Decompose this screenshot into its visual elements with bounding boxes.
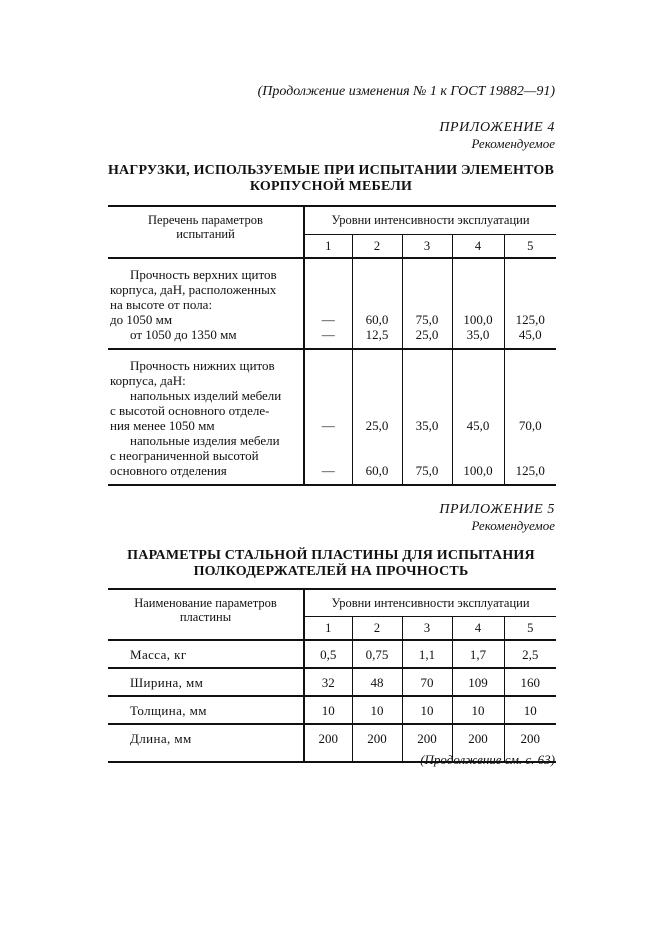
plate-col-2: 2 <box>352 617 402 641</box>
plate-table <box>108 588 556 763</box>
value-cell: 45,0 <box>466 418 490 433</box>
loads-group-lower-label <box>108 349 304 485</box>
value-cell: 60,0 <box>365 312 389 327</box>
loads-col-2: 2 <box>352 235 402 259</box>
group-upper-line: корпуса, даН, расположенных <box>110 282 277 297</box>
value-cell: 60,0 <box>365 463 389 478</box>
plate-row-label: Ширина, мм <box>108 668 304 696</box>
loads-upper-col4 <box>452 258 504 349</box>
group-lower-line: напольные изделия мебели <box>130 433 280 448</box>
value-cell: 10 <box>452 696 504 724</box>
plate-col-4: 4 <box>452 617 504 641</box>
plate-levels-header: Уровни интенсивности эксплуатации <box>304 589 556 617</box>
loads-param-header <box>108 206 304 258</box>
group-upper-line: на высоте от пола: <box>110 297 213 312</box>
value-cell: 1,7 <box>452 640 504 668</box>
value-cell: 12,5 <box>365 327 389 342</box>
value-cell: — <box>321 327 335 342</box>
value-cell: 200 <box>352 724 402 762</box>
value-cell: 125,0 <box>515 312 545 327</box>
group-upper-line: от 1050 до 1350 мм <box>130 327 237 342</box>
value-cell: 200 <box>402 724 452 762</box>
appendix-4-label <box>439 120 555 151</box>
group-lower-line: с высотой основного отделе- <box>110 403 270 418</box>
continuation-footer: (Продолжение см. с. 63) <box>420 752 555 767</box>
plate-col-1: 1 <box>304 617 352 641</box>
value-cell: 10 <box>504 696 556 724</box>
value-cell: 35,0 <box>466 327 490 342</box>
plate-param-header-line1: Наименование параметров <box>134 596 277 610</box>
appendix-5-title-line1: ПАРАМЕТРЫ СТАЛЬНОЙ ПЛАСТИНЫ ДЛЯ ИСПЫТАНИЯ <box>127 548 535 563</box>
group-lower-line: ния менее 1050 мм <box>110 418 215 433</box>
loads-lower-col1 <box>304 349 352 485</box>
plate-row-width <box>108 668 556 696</box>
loads-upper-col1 <box>304 258 352 349</box>
loads-lower-col5 <box>504 349 556 485</box>
loads-col-3: 3 <box>402 235 452 259</box>
value-cell: — <box>321 418 335 433</box>
plate-row-label: Масса, кг <box>108 640 304 668</box>
group-upper-line: до 1050 мм <box>110 312 173 327</box>
appendix-4-title <box>106 163 556 195</box>
group-lower-line: Прочность нижних щитов <box>130 358 275 373</box>
value-cell: 10 <box>304 696 352 724</box>
group-lower-line: корпуса, даН: <box>110 373 186 388</box>
value-cell: — <box>321 312 335 327</box>
loads-upper-col3 <box>402 258 452 349</box>
value-cell: 200 <box>452 724 504 762</box>
plate-param-header <box>108 589 304 640</box>
value-cell: 75,0 <box>415 312 439 327</box>
value-cell: 0,75 <box>352 640 402 668</box>
loads-table-header-row <box>108 206 556 235</box>
plate-col-3: 3 <box>402 617 452 641</box>
plate-row-mass <box>108 640 556 668</box>
value-cell: 48 <box>352 668 402 696</box>
plate-col-5: 5 <box>504 617 556 641</box>
appendix-4-title-line2: КОРПУСНОЙ МЕБЕЛИ <box>249 179 413 194</box>
value-cell: 2,5 <box>504 640 556 668</box>
loads-col-4: 4 <box>452 235 504 259</box>
group-upper-line: Прочность верхних щитов <box>130 267 277 282</box>
value-cell: 75,0 <box>415 463 439 478</box>
value-cell: 100,0 <box>463 312 493 327</box>
value-cell: 125,0 <box>515 463 545 478</box>
continuation-header: (Продолжение изменения № 1 к ГОСТ 19882—91) <box>257 84 555 99</box>
value-cell: 100,0 <box>463 463 493 478</box>
loads-levels-header: Уровни интенсивности эксплуатации <box>304 206 556 235</box>
value-cell: 32 <box>304 668 352 696</box>
loads-col-1: 1 <box>304 235 352 259</box>
value-cell: 1,1 <box>402 640 452 668</box>
appendix-5-label <box>439 502 555 533</box>
value-cell: 25,0 <box>365 418 389 433</box>
loads-group-lower <box>108 349 556 485</box>
appendix-4-name: ПРИЛОЖЕНИЕ 4 <box>439 120 555 135</box>
value-cell: 160 <box>504 668 556 696</box>
appendix-5-title <box>106 548 556 580</box>
appendix-5-title-line2: ПОЛКОДЕРЖАТЕЛЕЙ НА ПРОЧНОСТЬ <box>193 564 469 579</box>
loads-group-upper <box>108 258 556 349</box>
appendix-5-type: Рекомендуемое <box>471 518 555 533</box>
loads-param-header-line1: Перечень параметров <box>148 213 263 227</box>
value-cell: 45,0 <box>518 327 542 342</box>
value-cell: 0,5 <box>304 640 352 668</box>
appendix-4-type: Рекомендуемое <box>471 136 555 151</box>
loads-col-5: 5 <box>504 235 556 259</box>
plate-row-thickness <box>108 696 556 724</box>
loads-group-upper-label <box>108 258 304 349</box>
appendix-4-title-line1: НАГРУЗКИ, ИСПОЛЬЗУЕМЫЕ ПРИ ИСПЫТАНИИ ЭЛЕМЕНТОВ <box>107 163 555 178</box>
value-cell: 35,0 <box>415 418 439 433</box>
loads-table <box>108 205 556 486</box>
group-lower-line: с неограниченной высотой <box>110 448 259 463</box>
value-cell: 109 <box>452 668 504 696</box>
value-cell: — <box>321 463 335 478</box>
group-lower-line: основного отделения <box>110 463 227 478</box>
value-cell: 70,0 <box>518 418 542 433</box>
loads-param-header-line2: испытаний <box>176 227 235 241</box>
value-cell: 10 <box>402 696 452 724</box>
plate-table-header-row <box>108 589 556 617</box>
loads-lower-col4 <box>452 349 504 485</box>
appendix-5-name: ПРИЛОЖЕНИЕ 5 <box>439 502 555 517</box>
value-cell: 10 <box>352 696 402 724</box>
value-cell: 70 <box>402 668 452 696</box>
value-cell: 200 <box>504 724 556 762</box>
loads-upper-col2 <box>352 258 402 349</box>
group-lower-line: напольных изделий мебели <box>130 388 282 403</box>
value-cell: 200 <box>304 724 352 762</box>
plate-param-header-line2: пластины <box>179 610 232 624</box>
loads-lower-col3 <box>402 349 452 485</box>
plate-row-label: Длина, мм <box>130 731 192 746</box>
plate-row-label: Толщина, мм <box>108 696 304 724</box>
value-cell: 25,0 <box>415 327 439 342</box>
loads-upper-col5 <box>504 258 556 349</box>
loads-lower-col2 <box>352 349 402 485</box>
